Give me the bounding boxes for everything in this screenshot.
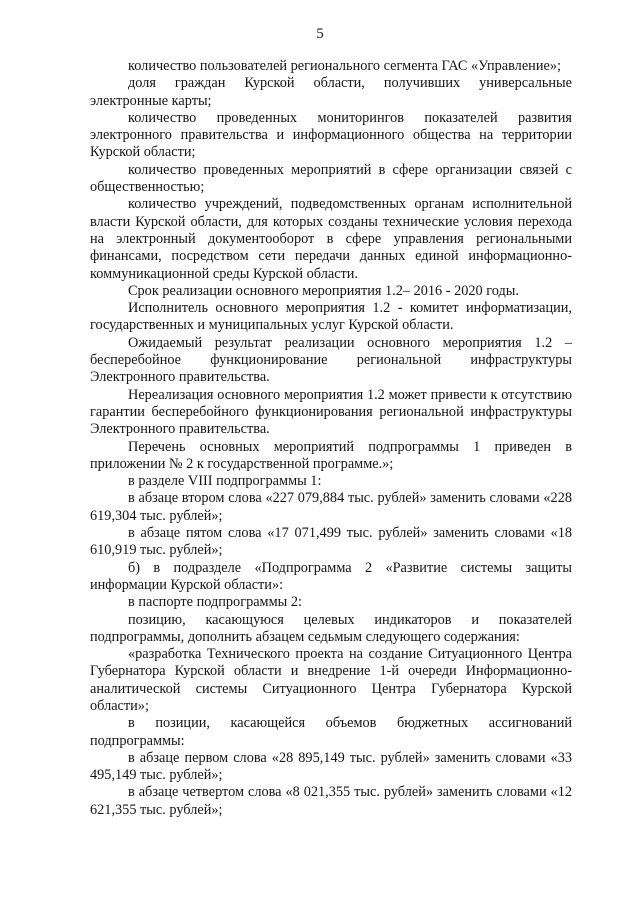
- paragraph: в позиции, касающейся объемов бюджетных ассигнований подпрограммы:: [90, 715, 572, 749]
- paragraph: в паспорте подпрограммы 2:: [128, 594, 302, 611]
- paragraph: «разработка Технического проекта на создание Ситуационного Центра Губернатора Курской области и внедрение 1-й очереди Информационно-аналитической системы Ситуационного Центра Губернатора Курской области»;: [90, 646, 572, 714]
- paragraph: Ожидаемый результат реализации основного мероприятия 1.2 – бесперебойное функционирование региональной инфраструктуры Электронного правительства.: [90, 334, 572, 386]
- paragraph: позицию, касающуюся целевых индикаторов и показателей подпрограммы, дополнить абзацем седьмым следующего содержания:: [90, 611, 572, 645]
- paragraph: количество учреждений, подведомственных органам исполнительной власти Курской области, для которых созданы технические условия перехода на электронный документооборот в сфере управления региональными финансами, посредством сети передачи данных единой информационно-коммуникационной среды Курской области.: [90, 196, 572, 282]
- paragraph: доля граждан Курской области, получивших универсальные электронные карты;: [90, 75, 572, 109]
- paragraph: в абзаце четвертом слова «8 021,355 тыс. рублей» заменить словами «12 621,355 тыс. рублей»;: [90, 784, 572, 818]
- paragraph: количество проведенных мониторингов показателей развития электронного правительства и информационного общества на территории Курской области;: [90, 109, 572, 161]
- paragraph: Срок реализации основного мероприятия 1.2– 2016 - 2020 годы.: [128, 282, 519, 299]
- paragraph: в абзаце первом слова «28 895,149 тыс. рублей» заменить словами «33 495,149 тыс. рублей»;: [90, 749, 572, 784]
- paragraph: Перечень основных мероприятий подпрограммы 1 приведен в приложении № 2 к государственной программе.»;: [90, 438, 572, 472]
- paragraph: б) в подразделе «Подпрограмма 2 «Развитие системы защиты информации Курской области»:: [90, 559, 572, 593]
- paragraph: в абзаце втором слова «227 079,884 тыс. рублей» заменить словами «228 619,304 тыс. рублей»;: [90, 490, 572, 524]
- paragraph: Нереализация основного мероприятия 1.2 может привести к отсутствию гарантии бесперебойного функционирования региональной инфраструктуры Электронного правительства.: [90, 386, 572, 438]
- paragraph: Исполнитель основного мероприятия 1.2 - комитет информатизации, государственных и муниципальных услуг Курской области.: [90, 300, 572, 334]
- paragraph: в абзаце пятом слова «17 071,499 тыс. рублей» заменить словами «18 610,919 тыс. рублей»;: [90, 525, 572, 559]
- paragraph: количество проведенных мероприятий в сфере организации связей с общественностью;: [90, 161, 572, 196]
- paragraph: в разделе VIII подпрограммы 1:: [128, 473, 322, 490]
- paragraph: количество пользователей регионального сегмента ГАС «Управление»;: [128, 58, 561, 74]
- document-body: [90, 58, 572, 819]
- page-number: 5: [316, 26, 324, 42]
